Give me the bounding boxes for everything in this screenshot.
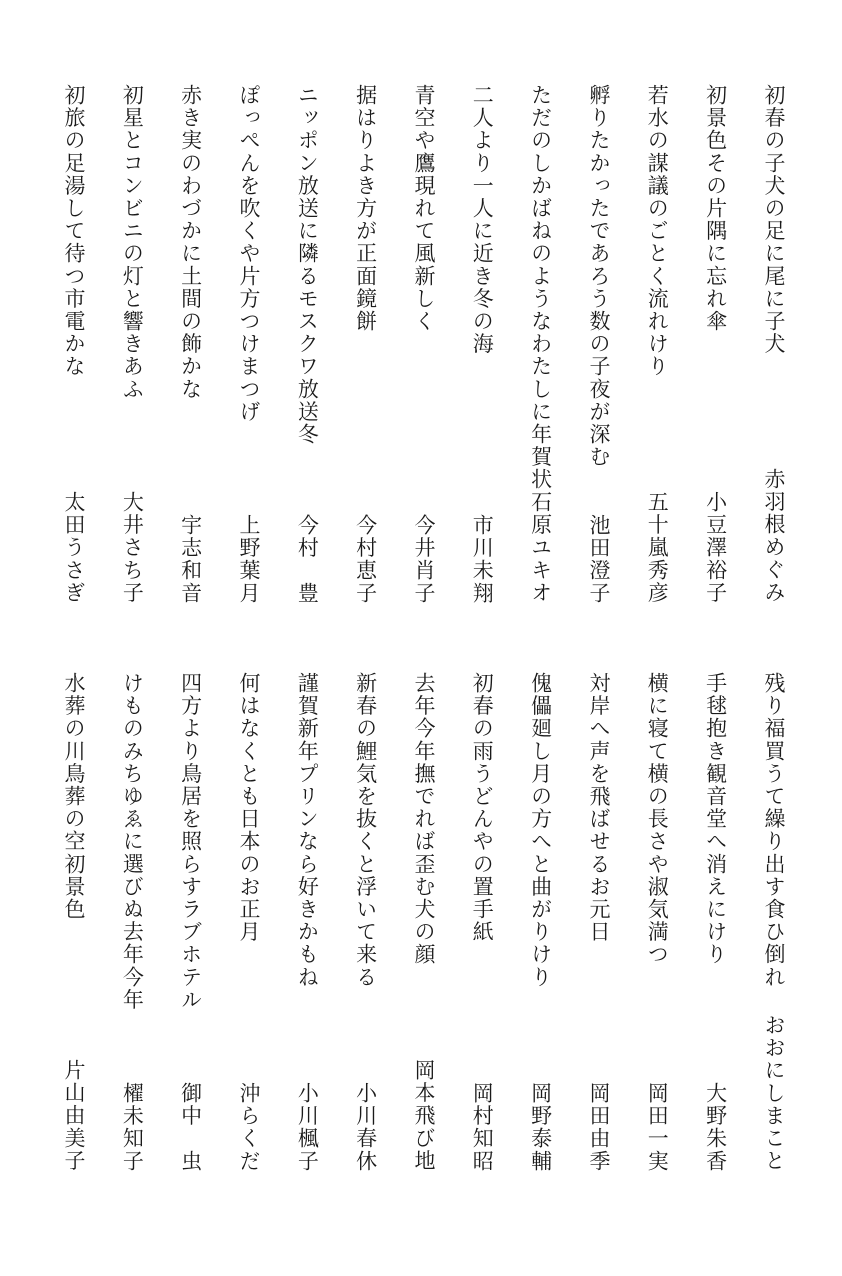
haiku-entry <box>110 672 154 1172</box>
haiku-entry <box>110 84 154 604</box>
author-name: おおにしまこと <box>761 1013 786 1172</box>
author-name: 大井さち子 <box>120 491 145 604</box>
haiku-entry <box>52 84 96 604</box>
author-name: 太田うさぎ <box>62 491 86 604</box>
author-name: 今村恵子 <box>353 513 378 604</box>
author-name: 今村 豊 <box>295 513 320 604</box>
haiku-entry <box>285 672 329 1172</box>
haiku-text: 新春の鯉気を抜くと浮いて来る <box>353 672 378 989</box>
haiku-entry <box>694 84 738 604</box>
haiku-text: 初旅の足湯して待つ市電かな <box>62 84 86 378</box>
haiku-text: 初星とコンビニの灯と響きあふ <box>120 84 145 401</box>
haiku-entry <box>577 84 621 604</box>
author-name: 岡村知昭 <box>470 1081 495 1172</box>
haiku-entry <box>752 84 796 604</box>
haiku-entry <box>752 672 796 1172</box>
bottom-section <box>52 672 796 1172</box>
author-name: 今井肖子 <box>411 513 436 604</box>
haiku-text: 孵りたかったであろう数の子夜が深む <box>586 84 611 469</box>
top-section <box>52 84 796 604</box>
author-name: 石原ユキオ <box>528 491 553 604</box>
haiku-entry <box>402 672 446 1172</box>
haiku-entry <box>635 84 679 604</box>
haiku-entry <box>344 84 388 604</box>
haiku-entry <box>460 84 504 604</box>
haiku-text: ニッポン放送に隣るモスクワ放送冬 <box>295 84 320 446</box>
haiku-entry <box>635 672 679 1172</box>
author-name: 大野朱香 <box>703 1081 728 1172</box>
haiku-text: ぽっぺんを吹くや片方つけまつげ <box>236 84 261 423</box>
author-name: 岡本飛び地 <box>411 1059 436 1172</box>
haiku-text: 赤き実のわづかに土間の飾かな <box>178 84 203 401</box>
haiku-text: 初春の子犬の足に尾に子犬 <box>761 84 786 356</box>
author-name: 岡田由季 <box>586 1081 611 1172</box>
haiku-text: 謹賀新年プリンなら好きかもね <box>295 672 320 989</box>
haiku-text: 初春の雨うどんやの置手紙 <box>470 672 495 944</box>
haiku-entry <box>694 672 738 1172</box>
haiku-text: 四方より鳥居を照らすラブホテル <box>178 672 203 1011</box>
author-name: 小川楓子 <box>295 1081 320 1172</box>
haiku-entry <box>227 672 271 1172</box>
author-name: 岡田一実 <box>645 1081 670 1172</box>
haiku-entry <box>52 672 96 1172</box>
author-name: 池田澄子 <box>586 513 611 604</box>
haiku-entry <box>169 672 213 1172</box>
author-name: 宇志和音 <box>178 513 203 604</box>
haiku-text: 初景色その片隅に忘れ傘 <box>703 84 728 333</box>
haiku-text: 去年今年撫でれば歪む犬の顔 <box>411 672 436 966</box>
haiku-text: ただのしかばねのようなわたしに年賀状 <box>528 84 553 491</box>
haiku-text: 若水の謀議のごとく流れけり <box>645 84 670 378</box>
author-name: 小川春休 <box>353 1081 378 1172</box>
haiku-entry <box>519 84 563 604</box>
haiku-entry <box>519 672 563 1172</box>
haiku-entry <box>227 84 271 604</box>
author-name: 上野葉月 <box>236 513 261 604</box>
haiku-entry <box>285 84 329 604</box>
haiku-text: 傀儡廻し月の方へと曲がりけり <box>528 672 553 989</box>
author-name: 小豆澤裕子 <box>703 491 728 604</box>
haiku-text: 青空や鷹現れて風新しく <box>411 84 436 333</box>
haiku-text: 水葬の川鳥葬の空初景色 <box>62 672 86 921</box>
author-name: 御中 虫 <box>178 1081 203 1172</box>
author-name: 岡野泰輔 <box>528 1081 553 1172</box>
haiku-text: けものみちゆゑに選びぬ去年今年 <box>120 672 145 1011</box>
author-name: 市川未翔 <box>470 513 495 604</box>
author-name: 五十嵐秀彦 <box>645 491 670 604</box>
haiku-entry <box>344 672 388 1172</box>
author-name: 赤羽根めぐみ <box>761 468 786 604</box>
haiku-entry <box>169 84 213 604</box>
author-name: 片山由美子 <box>62 1059 86 1172</box>
author-name: 沖らくだ <box>236 1081 261 1172</box>
haiku-entry <box>577 672 621 1172</box>
haiku-text: 残り福買うて繰り出す食ひ倒れ <box>761 672 786 989</box>
haiku-entry <box>402 84 446 604</box>
haiku-text: 手毬抱き観音堂へ消えにけり <box>703 672 728 966</box>
author-name: 櫂未知子 <box>120 1081 145 1172</box>
haiku-text: 二人より一人に近き冬の海 <box>470 84 495 356</box>
haiku-text: 横に寝て横の長さや淑気満つ <box>645 672 670 966</box>
haiku-text: 何はなくとも日本のお正月 <box>236 672 261 944</box>
haiku-entry <box>460 672 504 1172</box>
haiku-text: 対岸へ声を飛ばせるお元日 <box>586 672 611 944</box>
haiku-text: 据はりよき方が正面鏡餅 <box>353 84 378 333</box>
